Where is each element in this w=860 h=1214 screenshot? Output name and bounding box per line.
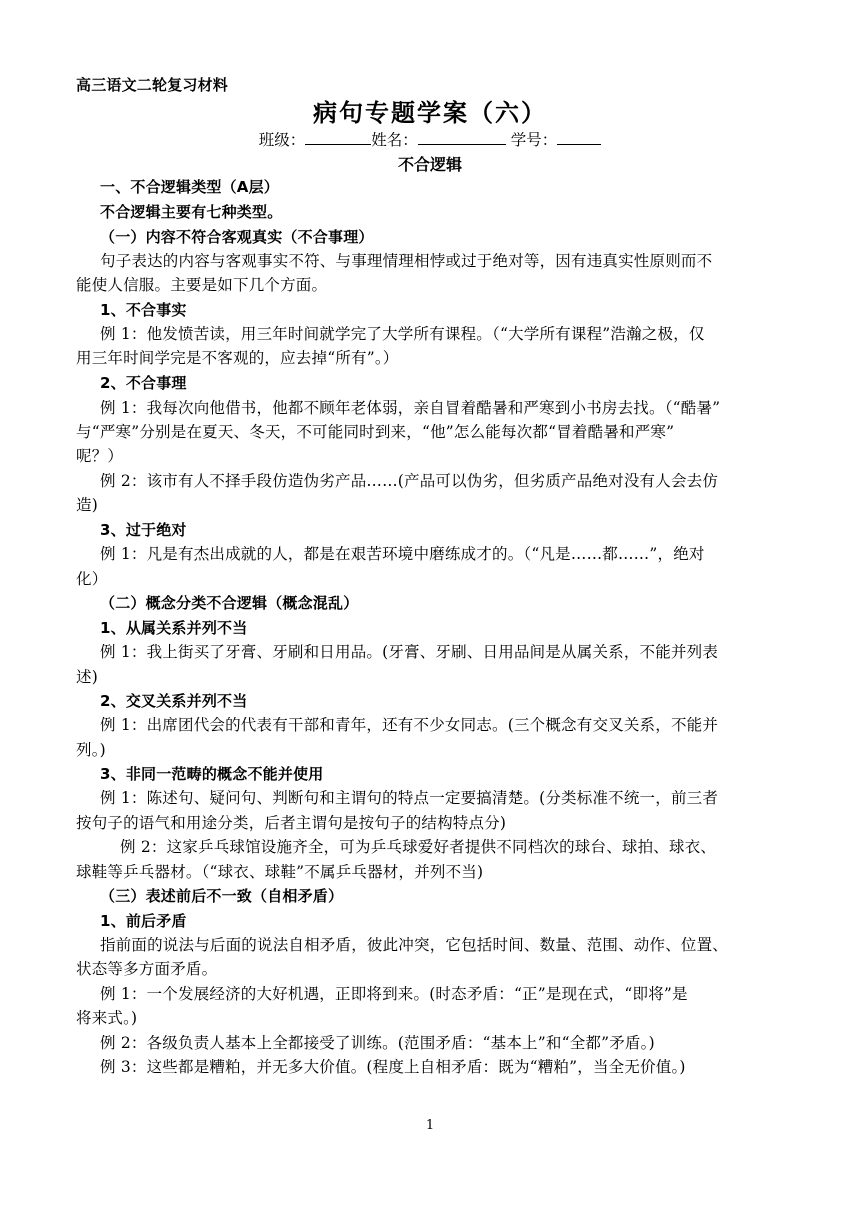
item-heading: 1、从属关系并列不当	[100, 619, 248, 637]
item-heading: 2、不合事理	[100, 374, 187, 392]
name-label: 姓名：	[371, 131, 418, 149]
example-line: 例 2：这家乒乓球馆设施齐全，可为乒乓球爱好者提供不同档次的球台、球拍、球衣、	[120, 838, 717, 856]
paragraph-line: 指前面的说法与后面的说法自相矛盾，彼此冲突，它包括时间、数量、范围、动作、位置、	[100, 936, 729, 954]
heading-type: 一、不合逻辑类型（A层）	[100, 178, 280, 196]
paragraph-line: 句子表达的内容与客观事实不符、与事理情理相悖或过于绝对等，因有违真实性原则而不	[100, 252, 713, 270]
heading-seven-types: 不合逻辑主要有七种类型。	[100, 203, 283, 221]
student-info-line	[0, 128, 860, 150]
example-line: 例 1：我每次向他借书，他都不顾年老体弱，亲自冒着酷暑和严寒到小书房去找。（“酷暑”	[100, 399, 721, 417]
example-line: 例 1：出席团代会的代表有干部和青年，还有不少女同志。(三个概念有交叉关系，不能并	[100, 716, 719, 734]
example-line: 用三年时间学完是不客观的，应去掉“所有”。）	[76, 349, 399, 367]
class-label: 班级：	[258, 131, 306, 149]
item-heading: 2、交叉关系并列不当	[100, 692, 248, 710]
item-heading: 1、不合事实	[100, 301, 187, 319]
subheading-content: （一）内容不符合客观真实（不合事理）	[100, 228, 374, 246]
example-line: 例 1：我上街买了牙膏、牙刷和日用品。(牙膏、牙刷、日用品间是从属关系，不能并列表	[100, 643, 719, 661]
subheading-concept: （二）概念分类不合逻辑（概念混乱）	[100, 594, 359, 612]
example-line: 例 2：该市有人不择手段仿造伪劣产品……(产品可以伪劣，但劣质产品绝对没有人会去仿	[100, 472, 719, 490]
section-subtitle: 不合逻辑	[397, 155, 462, 174]
example-line: 述)	[76, 668, 98, 686]
example-line: 列。)	[76, 741, 106, 759]
example-line: 例 1：凡是有杰出成就的人，都是在艰苦环境中磨练成才的。（“凡是……都……”，绝对	[100, 545, 705, 563]
header-label: 高三语文二轮复习材料	[76, 76, 229, 94]
item-heading: 3、非同一范畴的概念不能并使用	[100, 765, 324, 783]
example-line: 呢？）	[76, 447, 124, 465]
example-line: 例 2：各级负责人基本上全都接受了训练。(范围矛盾：“基本上”和“全都”矛盾。)	[100, 1034, 655, 1052]
name-blank[interactable]	[418, 128, 506, 145]
page-number: 1	[425, 1118, 435, 1133]
subheading-contradiction: （三）表述前后不一致（自相矛盾）	[100, 887, 344, 905]
example-line: 按句子的语气和用途分类，后者主谓句是按句子的结构特点分)	[76, 814, 507, 832]
example-line: 例 3：这些都是糟粕，并无多大价值。(程度上自相矛盾：既为“糟粕”，当全无价值。)	[100, 1058, 686, 1076]
id-blank[interactable]	[557, 128, 601, 145]
id-label: 学号：	[510, 131, 558, 149]
paragraph-line: 能使人信服。主要是如下几个方面。	[76, 276, 328, 294]
example-line: 例 1：一个发展经济的大好机遇，正即将到来。(时态矛盾：“正”是现在式，“即将”是	[100, 985, 688, 1003]
example-line: 例 1：他发愤苦读，用三年时间就学完了大学所有课程。（“大学所有课程”浩瀚之极，仅	[100, 325, 705, 343]
example-line: 将来式。)	[76, 1009, 138, 1027]
example-line: 与“严寒”分别是在夏天、冬天，不可能同时到来，“他”怎么能每次都“冒着酷暑和严寒”	[76, 423, 675, 441]
example-line: 造)	[76, 496, 98, 514]
paragraph-line: 状态等多方面矛盾。	[76, 960, 218, 978]
page-title: 病句专题学案（六）	[313, 98, 547, 127]
example-line: 化）	[76, 570, 108, 588]
item-heading: 3、过于绝对	[100, 521, 187, 539]
class-blank[interactable]	[305, 128, 371, 145]
example-line: 球鞋等乒乓器材。（“球衣、球鞋”不属乒乓器材，并列不当)	[76, 863, 484, 881]
example-line: 例 1：陈述句、疑问句、判断句和主谓句的特点一定要搞清楚。(分类标准不统一，前三者	[100, 789, 719, 807]
item-heading: 1、前后矛盾	[100, 912, 187, 930]
